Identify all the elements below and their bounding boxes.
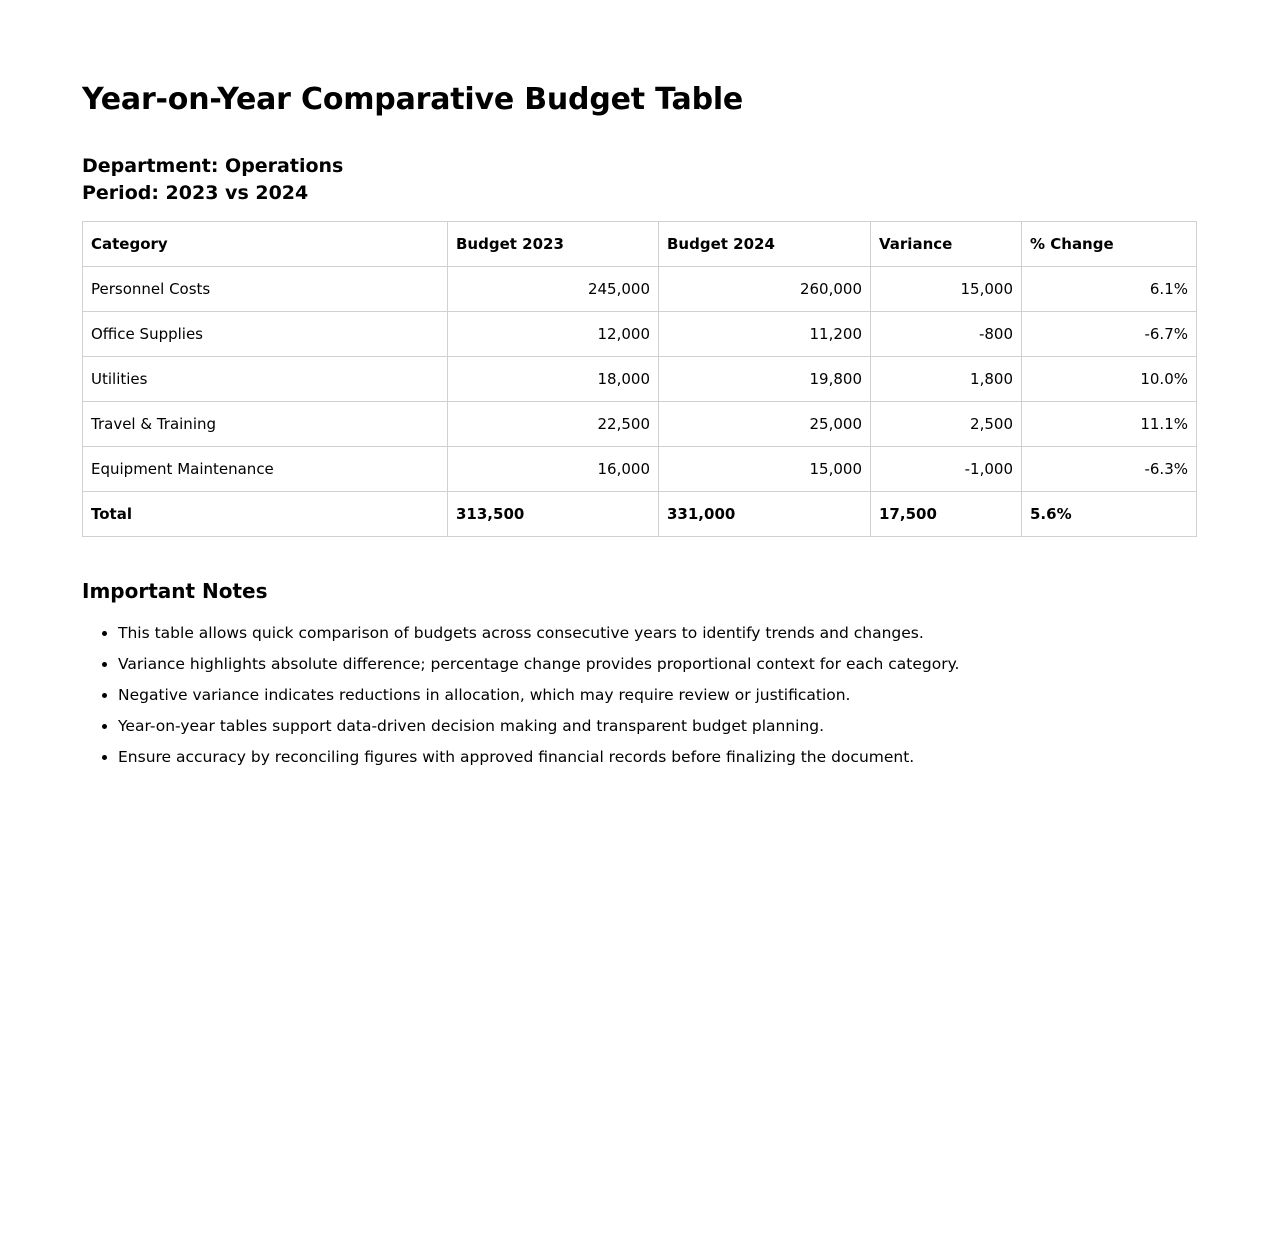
table-row [83, 312, 1197, 357]
cell-percent-change: 10.0% [1022, 357, 1197, 402]
total-budget-2024: 331,000 [659, 492, 871, 537]
cell-budget-2024: 260,000 [659, 267, 871, 312]
page-title: Year-on-Year Comparative Budget Table [82, 82, 744, 117]
budget-table [82, 221, 1197, 537]
cell-category: Utilities [83, 357, 448, 402]
cell-percent-change: 6.1% [1022, 267, 1197, 312]
cell-category: Personnel Costs [83, 267, 448, 312]
cell-variance: -800 [871, 312, 1022, 357]
notes-list [82, 618, 1196, 773]
total-percent-change: 5.6% [1022, 492, 1197, 537]
cell-budget-2024: 11,200 [659, 312, 871, 357]
cell-category: Office Supplies [83, 312, 448, 357]
list-item: • Year-on-year tables support data-driven decision making and transparent budget planning. [118, 711, 1196, 742]
cell-budget-2023: 22,500 [448, 402, 659, 447]
cell-variance: 2,500 [871, 402, 1022, 447]
cell-budget-2024: 15,000 [659, 447, 871, 492]
list-item: • Ensure accuracy by reconciling figures with approved financial records before finalizing the document. [118, 742, 1196, 773]
cell-category: Equipment Maintenance [83, 447, 448, 492]
cell-category: Travel & Training [83, 402, 448, 447]
cell-budget-2023: 245,000 [448, 267, 659, 312]
cell-percent-change: -6.3% [1022, 447, 1197, 492]
list-item: • Variance highlights absolute difference; percentage change provides proportional context for each category. [118, 649, 1196, 680]
table-row [83, 447, 1197, 492]
cell-variance: 15,000 [871, 267, 1022, 312]
header-variance: Variance [871, 222, 1022, 267]
cell-budget-2023: 12,000 [448, 312, 659, 357]
cell-budget-2023: 16,000 [448, 447, 659, 492]
header-budget-2024: Budget 2024 [659, 222, 871, 267]
total-budget-2023: 313,500 [448, 492, 659, 537]
period-label: Period: 2023 vs 2024 [82, 182, 309, 204]
department-label: Department: Operations [82, 155, 344, 177]
cell-budget-2024: 19,800 [659, 357, 871, 402]
list-item: • Negative variance indicates reductions in allocation, which may require review or justification. [118, 680, 1196, 711]
cell-budget-2024: 25,000 [659, 402, 871, 447]
header-category: Category [83, 222, 448, 267]
header-percent-change: % Change [1022, 222, 1197, 267]
header-budget-2023: Budget 2023 [448, 222, 659, 267]
total-variance: 17,500 [871, 492, 1022, 537]
cell-percent-change: 11.1% [1022, 402, 1197, 447]
table-total-row [83, 492, 1197, 537]
cell-variance: -1,000 [871, 447, 1022, 492]
list-item: • This table allows quick comparison of budgets across consecutive years to identify trends and changes. [118, 618, 1196, 649]
cell-variance: 1,800 [871, 357, 1022, 402]
table-header-row [83, 222, 1197, 267]
document-meta [82, 153, 343, 207]
total-label: Total [83, 492, 448, 537]
cell-budget-2023: 18,000 [448, 357, 659, 402]
table-row [83, 402, 1197, 447]
table-row [83, 267, 1197, 312]
table-row [83, 357, 1197, 402]
cell-percent-change: -6.7% [1022, 312, 1197, 357]
notes-heading: Important Notes [82, 579, 268, 603]
